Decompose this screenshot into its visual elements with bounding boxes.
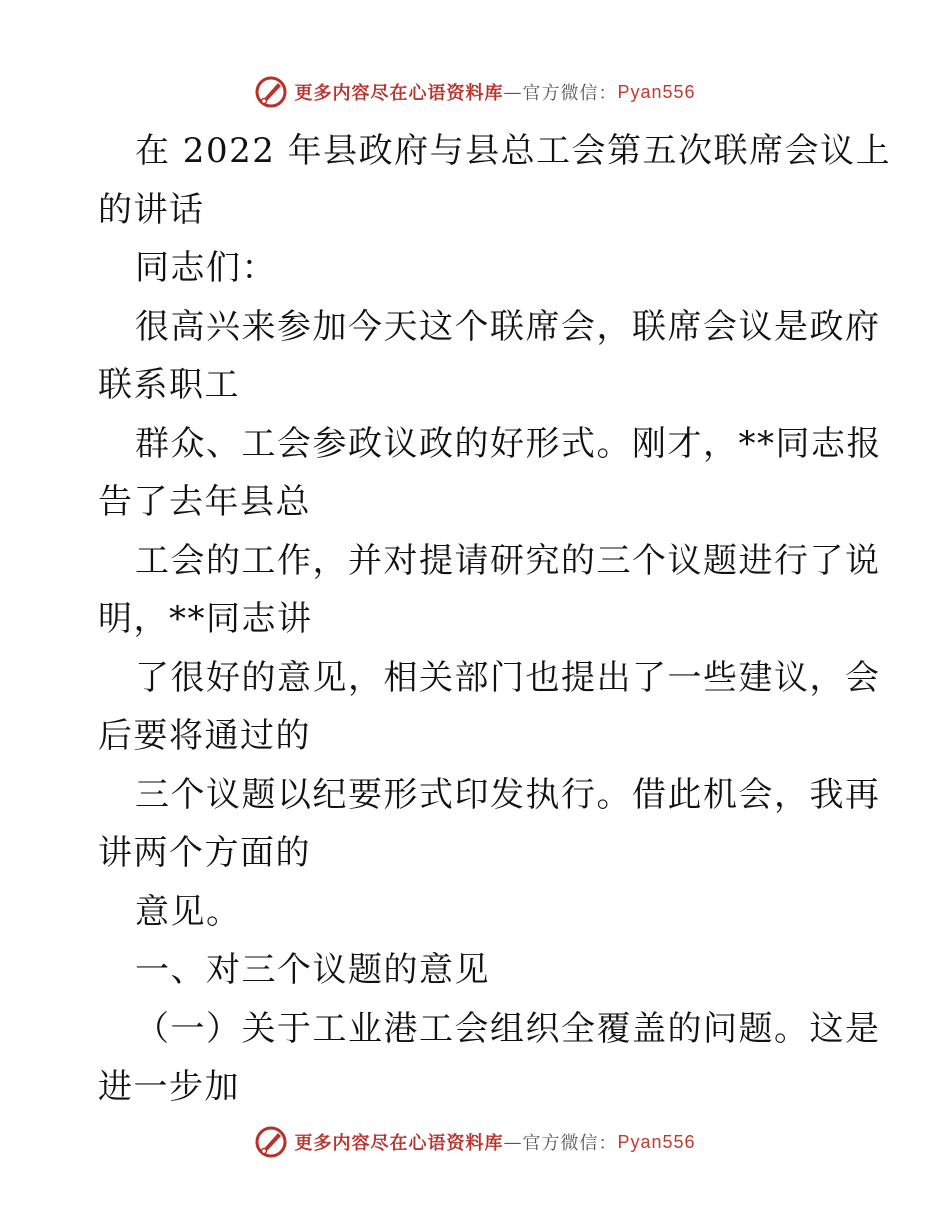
title-line-1: 在 2022 年县政府与县总工会第五次联席会议上 (135, 131, 892, 171)
paragraph-line: 明，**同志讲 (98, 599, 313, 639)
watermark-brand-text: 更多内容尽在心语资料库 (294, 83, 504, 104)
paragraph-line: 告了去年县总 (98, 482, 311, 522)
subsection-heading: （一）关于工业港工会组织全覆盖的问题。这是 (135, 1008, 881, 1049)
paragraph-line: 很高兴来参加今天这个联席会，联席会议是政府 (135, 306, 881, 347)
watermark-wechat-label: 官方微信： (522, 1133, 618, 1154)
title-line-2: 的讲话 (98, 189, 205, 230)
paragraph-line: 讲两个方面的 (98, 833, 311, 873)
paragraph-line: 三个议题以纪要形式印发执行。借此机会，我再 (135, 774, 881, 815)
header-watermark (0, 72, 950, 112)
watermark-separator: — (503, 1131, 523, 1153)
quill-logo-icon (254, 1125, 288, 1159)
watermark-brand-text: 更多内容尽在心语资料库 (294, 1133, 504, 1154)
watermark-separator: — (503, 81, 523, 103)
paragraph-line: 后要将通过的 (98, 716, 311, 756)
watermark-wechat-id: Pyan556 (617, 1131, 696, 1152)
watermark-wechat-label: 官方微信： (522, 83, 618, 104)
paragraph-line: 工会的工作，并对提请研究的三个议题进行了说 (135, 540, 881, 581)
footer-watermark (0, 1122, 950, 1162)
paragraph-line: 了很好的意见，相关部门也提出了一些建议，会 (135, 657, 881, 698)
paragraph-line: 联系职工 (98, 365, 240, 405)
watermark-wechat-id: Pyan556 (617, 81, 696, 102)
document-body (98, 122, 892, 1117)
paragraph-line: 群众、工会参政议政的好形式。刚才，**同志报 (135, 423, 882, 464)
paragraph-line: 进一步加 (98, 1067, 240, 1107)
salutation: 同志们： (135, 248, 277, 288)
section-heading: 一、对三个议题的意见 (135, 950, 490, 990)
paragraph-line: 意见。 (135, 891, 242, 932)
quill-logo-icon (254, 75, 288, 109)
